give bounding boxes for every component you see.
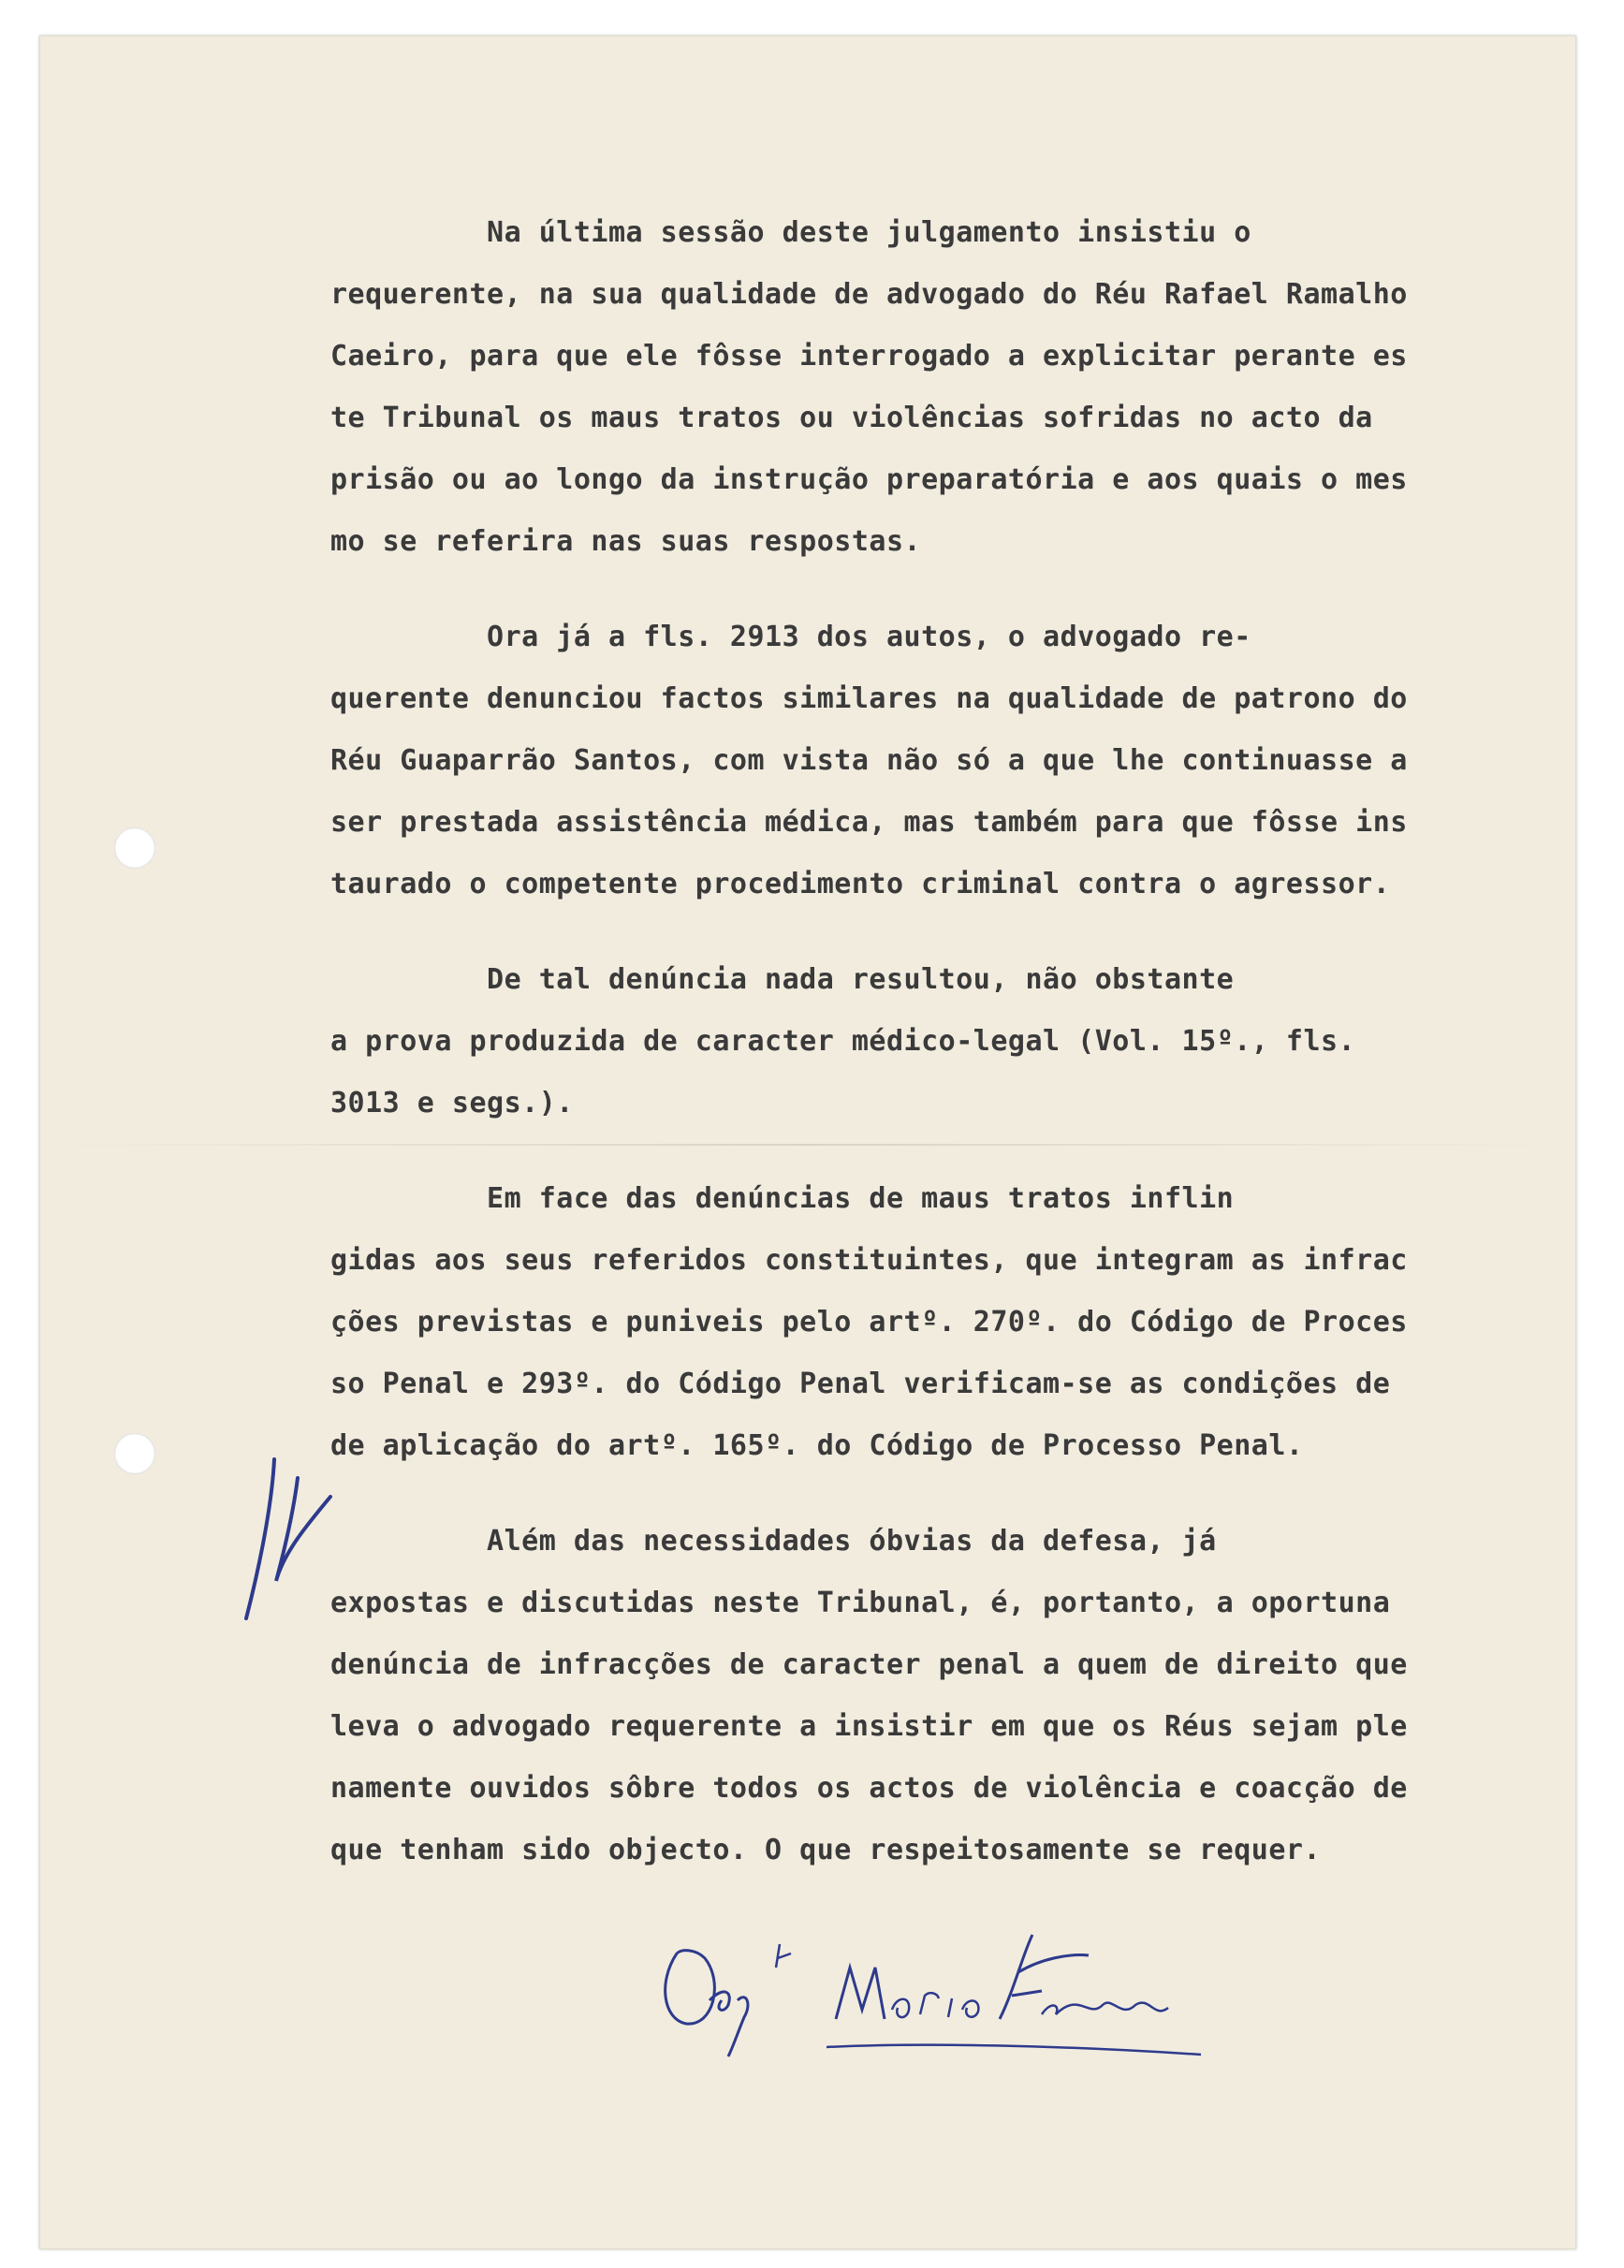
text-line: te Tribunal os maus tratos ou violências sofridas no acto da [330,402,1373,434]
text-line: gidas aos seus referidos constituintes, que integram as infrac [330,1244,1408,1277]
handwritten-margin-mark [218,1441,358,1628]
text-line: 3013 e segs.). [330,1087,574,1119]
text-line: Caeiro, para que ele fôsse interrogado a explicitar perante es [330,340,1408,373]
text-line: ser prestada assistência médica, mas também para que fôsse ins [330,806,1408,839]
text-line: a prova produzida de caracter médico-legal (Vol. 15º., fls. [330,1025,1356,1058]
text-line: mo se referira nas suas respostas. [330,525,922,558]
text-line: denúncia de infracções de caracter penal a quem de direito que [330,1648,1408,1681]
text-line: de aplicação do artº. 165º. do Código de Processo Penal. [330,1429,1304,1462]
text-line: taurado o competente procedimento criminal contra o agressor. [330,868,1391,900]
document-page [39,36,1576,2249]
text-line: requerente, na sua qualidade de advogado do Réu Rafael Ramalho [330,278,1408,311]
text-line: Em face das denúncias de maus tratos inflin [330,1182,1235,1215]
text-line: De tal denúncia nada resultou, não obstante [330,963,1235,996]
text-line: Réu Guaparrão Santos, com vista não só a que lhe continuasse a [330,744,1408,777]
text-line: Ora já a fls. 2913 dos autos, o advogado re- [330,621,1251,653]
text-line: Na última sessão deste julgamento insistiu o [330,216,1251,249]
text-line: prisão ou ao longo da instrução preparatória e aos quais o mes [330,463,1408,496]
text-line: Além das necessidades óbvias da defesa, já [330,1525,1217,1558]
text-line: querente denunciou factos similares na qualidade de patrono do [330,682,1408,715]
text-line: leva o advogado requerente a insistir em que os Réus sejam ple [330,1710,1408,1743]
text-line: namente ouvidos sôbre todos os actos de violência e coacção de [330,1772,1408,1805]
text-line: so Penal e 293º. do Código Penal verificam-se as condições de [330,1368,1391,1400]
text-line: que tenham sido objecto. O que respeitosamente se requer. [330,1834,1322,1866]
text-line: ções previstas e puniveis pelo artº. 270º. do Código de Proces [330,1306,1408,1339]
handwritten-signature [639,1916,1220,2066]
text-line: expostas e discutidas neste Tribunal, é, portanto, a oportuna [330,1587,1391,1619]
